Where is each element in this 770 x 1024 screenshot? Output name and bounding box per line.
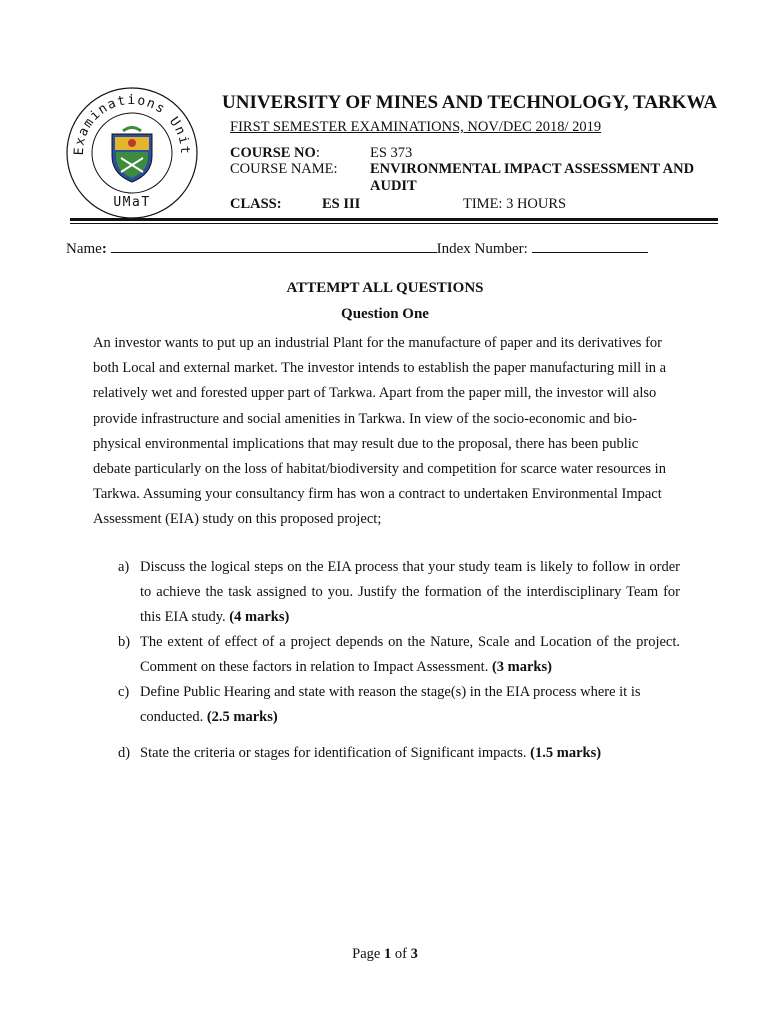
question-part-d [118, 741, 680, 766]
question-title: Question One [341, 306, 429, 322]
part-letter: b) [118, 634, 131, 650]
class-value: ES III [322, 196, 361, 212]
university-title: UNIVERSITY OF MINES AND TECHNOLOGY, TARKWA [222, 92, 718, 113]
student-info-line [66, 240, 648, 258]
question-intro: An investor wants to put up an industrial Plant for the manufacture of paper and its derivatives for both Local and external market. The investor intends to establish the paper manufacturing mill in a relatively wet and forested upper part of Tarkwa. Apart from the paper mill, the investor will also provide infrastructure and social amenities in Tarkwa. In view of the socio-economic and bio-physical environmental implications that may result due to the proposal, there has been public debate particularly on the loss of habitat/biodiversity and competition for scarce water resources in Tarkwa. Assuming your consultancy firm has won a contract to undertaken Environmental Impact Assessment (EIA) study on this proposed project; [93, 335, 667, 528]
course-name-value-line2: AUDIT [370, 178, 417, 194]
seal-bottom-text: UMaT [113, 195, 151, 210]
seal-ring-text: Examinations Unit [71, 93, 193, 156]
name-label: Name: [66, 241, 107, 257]
page-number: Page 1 of 3 [352, 946, 418, 962]
university-crest-icon [112, 128, 152, 183]
index-number-blank-field[interactable] [532, 240, 648, 253]
class-label: CLASS: [230, 196, 282, 212]
part-marks: (1.5 marks) [530, 745, 602, 761]
umat-exam-seal [65, 86, 199, 220]
name-blank-field[interactable] [111, 240, 437, 253]
part-letter: c) [118, 684, 130, 700]
exam-duration: TIME: 3 HOURS [463, 196, 567, 212]
part-marks: (3 marks) [491, 659, 552, 676]
part-text: State the criteria or stages for identification of Significant impacts. [140, 745, 527, 761]
course-name-label: COURSE NAME: [230, 161, 338, 177]
instructions-heading: ATTEMPT ALL QUESTIONS [286, 280, 484, 296]
part-marks: (2.5 marks) [206, 709, 278, 726]
question-part-c [118, 680, 680, 730]
header-divider-thin [70, 223, 718, 224]
part-text: Define Public Hearing and state with reason the stage(s) in the EIA process where it is conducted. [140, 684, 641, 726]
course-name-value-line1: ENVIRONMENTAL IMPACT ASSESSMENT AND [370, 161, 695, 177]
course-no-label: COURSE NO: [230, 145, 320, 161]
course-no-value: ES 373 [370, 145, 413, 161]
exam-semester: FIRST SEMESTER EXAMINATIONS, NOV/DEC 2018/ 2019 [230, 119, 602, 135]
part-text: The extent of effect of a project depends on the Nature, Scale and Location of the project. Comment on these factors in relation to Impact Assessment. [140, 634, 680, 676]
part-letter: d) [118, 745, 131, 761]
question-part-b [118, 630, 680, 680]
part-marks: (4 marks) [229, 609, 290, 626]
part-letter: a) [118, 559, 130, 575]
index-number-label: Index Number: [436, 241, 528, 257]
part-text: Discuss the logical steps on the EIA process that your study team is likely to follow in order to achieve the task assigned to you. Justify the formation of the interdisciplinary Team for this EIA study. [140, 559, 680, 626]
header-divider-thick [70, 218, 718, 221]
question-part-a [118, 555, 680, 631]
